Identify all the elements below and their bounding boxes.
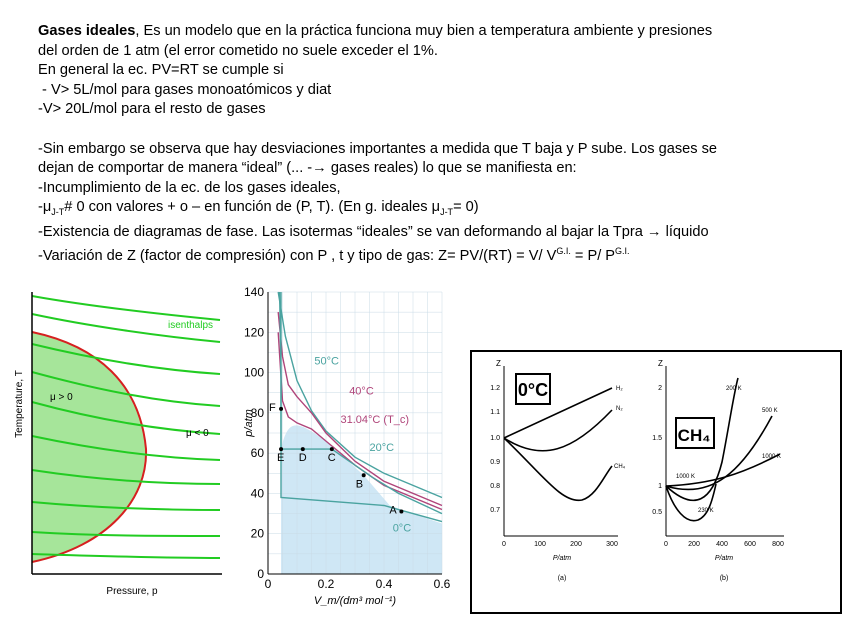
isenthalps-label: isenthalps [168,320,214,331]
y-tick-label: 20 [250,526,264,541]
z-axis-label-left: Z [496,359,501,368]
y-tick-label: 100 [243,365,264,380]
y-tick-label: 1.5 [652,435,662,442]
x-tick-label: 600 [744,541,756,548]
state-point-label: D [298,452,307,465]
x-tick-label: 0 [664,541,668,548]
label-230k: 230 K [698,508,714,514]
paragraph-2-line-4: $-\mu_{J-T}\#$ 0 con valores + o – en función de (P, T). (En g. ideales $\mu_{J-T}= 0$) [38,199,479,218]
x-tick-label: 800 [772,541,784,548]
state-point-label: B [355,478,364,491]
paragraph-2-line-1: -Sin embargo se observa que hay desviaciones importantes a medida que T baja y P sube. Los gases se [38,140,718,157]
y-axis-label: p/atm [243,409,255,437]
paragraph-2-line-6: -Variación de Z (factor de compresión) con P , t y tipo de gas: Z= PV/(RT) = V/ $V^{G.I.} = P/$ $P^{G.I.}$ [38,246,630,265]
z-vs-p-gases-panel [490,359,625,582]
gases-ideales-heading: Gases ideales [38,23,136,39]
y-tick-label: 40 [250,486,264,501]
label-200k: 200 K [726,386,742,392]
inversion-curve-figure [8,284,230,606]
state-point [330,447,334,451]
x-tick-label: 0 [502,541,506,548]
x-tick-label: 200 [570,541,582,548]
state-point-label: C [327,452,336,465]
y-tick-label: 2 [658,385,662,392]
label-500k: 500 K [762,408,778,414]
y-tick-label: 1.1 [490,409,500,416]
curve-ch4 [504,438,612,500]
paragraph-2-line-2: dejan de comportar de manera “ideal” (... -→ gases reales) lo que se manifiesta en: [38,160,577,177]
label-1000k-b: 1000 K [676,474,696,480]
label-ch4: CH₄ [614,464,626,470]
y-tick-label: 0 [257,567,264,581]
z-vs-p-ch4-panel [652,359,784,582]
state-point-label: E [277,452,285,465]
label-h2: H₂ [616,386,623,392]
caption-b: (b) [719,575,729,582]
mu-positive-label: μ > 0 [50,392,73,403]
x-tick-label: 100 [534,541,546,548]
y-tick-label: 120 [243,325,264,340]
y-tick-label: 0.7 [490,507,500,514]
state-point [301,447,305,451]
y-tick-label: 1.0 [490,435,500,442]
y-tick-label: 140 [243,285,264,299]
isotherms-plot [243,285,451,607]
label-40c: 40°C [349,385,374,398]
y-tick-label: 0.5 [652,509,662,516]
paragraph-1-line-1: Gases ideales, Es un modelo que en la práctica funciona muy bien a temperatura ambiente y presiones [38,23,713,39]
paragraph-2-line-3: -Incumplimiento de la ec. de los gases ideales, [38,179,341,196]
label-n2: N₂ [616,406,623,412]
label-1000k: 1000 K [762,454,782,460]
paragraph-2-line-5: -Existencia de diagramas de fase. Las isotermas “ideales” se van deformando al bajar la Tpra → líquido [38,223,709,240]
x-tick-label: 300 [606,541,618,548]
caption-a: (a) [557,575,567,582]
state-point [279,447,283,451]
paragraph-1-line-5: -V> 20L/mol para el resto de gases [38,101,266,118]
y-tick-label: 0.9 [490,459,500,466]
y-tick-label: 80 [250,405,264,420]
x-axis-label: Pressure, p [106,586,158,597]
x-tick-label: 400 [716,541,728,548]
gas-badge-text: CH₄ [677,426,711,445]
paragraph-1-line-2: del orden de 1 atm (el error cometido no suele exceder el 1%. [38,42,438,59]
compression-factor-svg [472,352,840,612]
y-tick-label: 60 [250,446,264,461]
state-point-label: F [269,401,276,414]
x-tick-label: 200 [688,541,700,548]
temperature-badge-text: 0°C [517,380,549,400]
state-point [362,473,366,477]
y-tick-label: 0.8 [490,483,500,490]
state-point [279,407,283,411]
x-tick-label: 0.4 [375,577,393,591]
x-axis-label-left: P/atm [552,555,572,562]
mu-negative-label: μ < 0 [186,428,209,439]
x-axis-label: V_m/(dm³ mol⁻¹) [313,595,397,607]
z-axis-label-right: Z [658,359,663,368]
label-20c: 20°C [369,442,395,455]
state-point-label: A [389,504,397,517]
y-tick-label: 1.2 [490,385,500,392]
y-axis-label: Temperature, T [14,370,25,438]
y-tick-label: 1 [658,483,662,490]
x-tick-label: 0.2 [317,577,335,591]
state-point [399,510,403,514]
paragraph-1-line-3: En general la ec. PV=RT se cumple si [38,62,284,79]
label-tc: 31.04°C (T_c) [340,413,410,426]
x-axis-label-right: P/atm [714,555,734,562]
compression-factor-figure [470,350,842,614]
x-tick-label: 0.6 [433,577,451,591]
label-0c: 0°C [392,522,412,535]
intro-text [38,22,838,267]
label-50c: 50°C [314,355,339,368]
isotherms-figure [232,284,451,607]
paragraph-1-line-4: - V> 5L/mol para gases monoatómicos y diat [38,81,332,98]
x-tick-label: 0 [264,577,272,591]
